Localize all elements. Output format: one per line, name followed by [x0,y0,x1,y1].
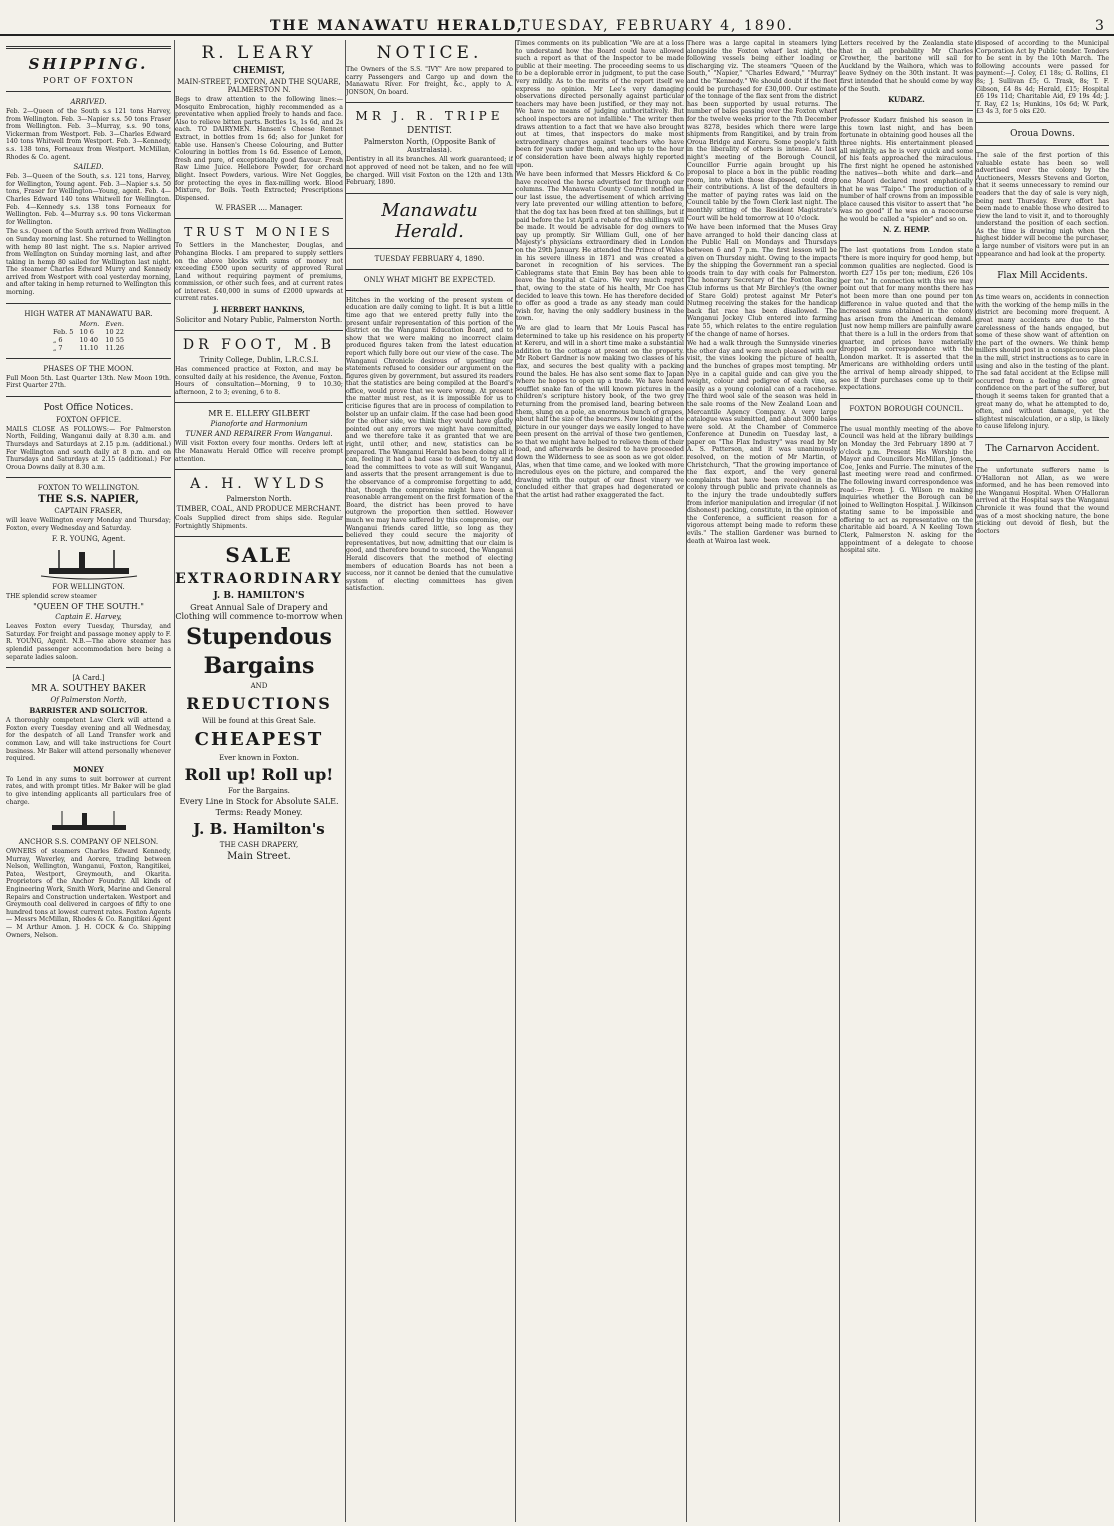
baker-text: A thoroughly competent Law Clerk will attend a Foxton every Tuesday evening and all Wednesday, for the despatch of all Land Transfer work and common Law, and will take instructions for Court business. Mr Baker will attend personally whenever required. [6,717,171,763]
article-7a: disposed of according to the Municipal Corporation Act by Public tender. Tenders to be sent in by the 10th March. The following accounts were passed for payment:—J. Coley, £1 18s; G. Rollins, £1 8s; J. Sullivan £5; G. Trask, 8s; T. F. Gibson, £4 8s 4d; Herald, £15; Hospital £6 19s 11d; Charitable Aid, £9 19s 4d; J. T. Ray, £2 1s; Hunkins, 10s 6d; W. Park, £3 4s 3, for 5 oks £20. [976,40,1109,116]
gilbert-text: Will visit Foxton every four months. Orders left at the Manawatu Herald Office will receive prompt attention. [175,440,343,463]
ftw-title: FOXTON TO WELLINGTON. [37,484,140,493]
oroua-title: Oroua Downs. [1010,128,1075,139]
bargains-word: Bargains [203,653,315,680]
column-4 [515,40,684,1522]
card-label: [A Card.] [72,674,105,683]
flax-title: Flax Mill Accidents. [997,271,1088,282]
foot-name: DR FOOT, M.B [182,337,336,354]
queen-body: Leaves Foxton every Tuesday, Thursday, and Saturday. For freight and passage money apply to F. R. YOUNG, Agent. N.B.—The above steamer has splendid passenger accommodation here being a separate ladies saloon. [6,623,171,661]
roll-up-text: Roll up! Roll up! [184,765,334,785]
carnarvon-title: The Carnarvon Accident. [985,443,1100,454]
columns [6,40,1108,1522]
tide-row: „ 6 10 40 10 55 [53,335,124,344]
cash-drapery: THE CASH DRAPERY, [219,841,299,850]
paper-date: TUESDAY FEBRUARY 4, 1890. [374,254,485,263]
extraordinary-word: EXTRAORDINARY [175,571,343,588]
hamiltons-name: J. B. Hamilton's [193,820,325,839]
shipping-notes: The s.s. Queen of the South arrived from Wellington on Sunday morning last. She returned to Wellington with hemp 80 last night. The s.s. Napier arrived from Wellington on Sunday morning last, and after taking in hemp 80 sailed for Wellington last night. The steamer Charles Edward Murry and Kennedy arrived from Westport with coal yesterday morning, and after taking in hemp returned to Wellington this morning. [6,228,171,297]
post-sub: FOXTON OFFICE. [55,415,122,424]
leary-addr: MAIN-STREET, FOXTON, AND THE SQUARE, PALMERSTON N. [177,78,341,94]
main-street: Main Street. [227,851,291,863]
tripe-role: DENTIST. [407,126,452,137]
leary-name: R. LEARY [201,43,317,63]
queen-captain: Captain E. Harvey, [55,613,122,622]
fraser-manager: W. FRASER .... Manager. [215,204,303,213]
moon-title: PHASES OF THE MOON. [43,364,134,373]
queen-name: "QUEEN OF THE SOUTH." [33,602,144,612]
anchor-text: OWNERS of steamers Charles Edward Kennedy, Murray, Waverley, and Aorere, trading between Nelson, Wellington, Wanganui, Foxton, Rangitikei, Patea, Westport, Greymouth, and Okarita. Proprietors of the Anchor Foundry. All kinds of Engineering Work, Smith Work, Marine and General Repairs and Construction undertaken. Westport and Greymouth coal delivered in cargoes of fifty to one hundred tons at lowest current rates. Foxton Agents— Messrs McMillan, Rhodes & Co. Rangitikei Agent— M Arthur Amon. J. H. COCK & Co. Shipping Owners, Nelson. [6,848,171,939]
oroua-text: The sale of the first portion of this valuable estate has been so well advertised over the colony by the Auctioneers, Messrs Stevens and Gorton, that it seems unnecessary to remind our readers that the day of sale is very nigh, being next Thursday. Every effort has been made to enable those who desired to view the land to visit it, and to thoroughly understand the position of each section. As the time is drawing nigh when the highest bidder will become the purchaser, a large number of visitors were put in an appearance and had look at the property. [976,151,1109,258]
napier-agent: F. R. YOUNG, Agent. [51,534,126,543]
steamship-icon [39,546,139,580]
article-5b: We have been informed that the Muses Gray have arranged to hold their dancing class at the Public Hall on Mondays and Thursdays between 6 and 7 p.m. The first lesson will be given on Thursday night. Owing to the impacts by the shipping the Government ran a special goods train to day with coals for Palmerston. The honorary Secretary of the Foxton Racing Club informs us that Mr Birchley's (the owner of Stare Gold) protest against Mr Peter's Nutmeg receiving the stakes for the handicap back flat race has been disallowed. The Wanganui Jockey Club entered into farming rate 55, which relates to the entire regulation of the change of name of horses. [687,224,837,338]
masthead-date: TUESDAY, FEBRUARY 4, 1890. [520,18,794,34]
tide-row: „ 7 11.10 11.26 [53,343,124,352]
queen-text: THE splendid screw steamer [6,592,97,600]
ever-text: Ever known in Foxton. [219,754,299,763]
cheapest-word: CHEAPEST [194,729,324,751]
money-title: MONEY [73,764,104,774]
baker-of: Of Palmerston North, [50,696,127,705]
kudarz-title: KUDARZ. [888,95,925,105]
every-line: Every Line in Stock for Absolute SALE. [179,797,339,807]
baker-name: MR A. SOUTHEY BAKER [31,684,146,695]
gilbert-name: MR E. ELLERY GILBERT [208,409,310,419]
wylds-text: Coals Supplied direct from ships side. Regular Fortnightly Shipments. [175,515,343,530]
anchor-title: ANCHOR S.S. COMPANY OF NELSON. [18,838,159,847]
reductions-word: REDUCTIONS [186,694,332,714]
masthead [0,6,1114,36]
hankins-name: J. HERBERT HANKINS, [213,305,305,315]
foot-text: Has commenced practice at Foxton, and may be consulted daily at his residence, the Avenue, Foxton. Hours of consultation—Morning, 9 to 10.30; afternoon, 2 to 3; evening, 6 to 8. [175,366,343,396]
hemp-text: The last quotations from London state "there is more inquiry for good hemp, but common qualities are neglected. Good is worth £27 15s per ton; medium, £26 10s per ton." In connection with this we may point out that for many months there has not been more than one pound per ton difference in value quoted and that the increased sums obtained in the colony has arisen from the American demand. Just now hemp millers are painfully aware that there is a lull in the orders from that quarter, and prices have materially dropped in correspondence with the London market. It is asserted that the Americans are withholding orders until the arrival of hemp already shipped, to see if their purchases come up to their expectations. [840,247,973,392]
shipping-title: SHIPPING. [28,55,149,73]
article-6a: Letters received by the Zealandia state that in all probability Mr Charles Crowther, the baritone will sail for Auckland by the Waihora, which was to leave Sydney on the 30th instant. It was first intended that he should come by way of the South. [840,40,973,93]
masthead-title: THE MANAWATU HERALD, [270,18,524,34]
napier-captain: CAPTAIN FRASER, [54,507,123,516]
tide-table: Morn. Even. Feb. 5 10 6 10 22 „ 6 10 40 10 55 „ 7 11.10 11.26 [50,320,127,352]
wylds-name: A. H. WYLDS [190,476,328,493]
paper-name: Manawatu Herald. [381,199,478,242]
column-2 [174,40,343,1522]
terms-text: Terms: Ready Money. [215,808,303,818]
tide-row: Feb. 5 10 6 10 22 [53,327,124,336]
foot-college: Trinity College, Dublin, L.R.C.S.I. [199,356,319,365]
editorial-text: Hitches in the working of the present system of education are daily coming to light. It is but a little time ago that we entered pretty fully into the present unfair representation of this portion of the district on the Wanganui Education Board, and to show that we were making no incorrect claim produced figures taken from the latest education report which fully bore out our view of the case. The Wanganui Chronicle desirous of upsetting our statements refused to consider our argument on the figures given by government, but assured its readers that the statistics are being compiled at the Board's office, would prove that we were wrong. At present the matter must rest, as it is impossible for us to criticise figures that are in process of compilation to bolster up an unfair claim. If the case had been good for the other side, we think they would have gladly pointed out any errors we might have committed, and we therefore take it as granted that we are right, until other, and new, statistics can be prepared. The Wanganui Herald has been doing all it can, feeling it had a bad case to defend, to try and lead the committees to vote as will suit Wanganui, and asserts that the present arrangement is due to the observance of a compromise forgetting to add, that, though the compromise might have been a reasonable arrangement on the first formation of the Board, the district has been proved to have outgrown the proportion then settled. However much we may have suffered by this compromise, our Wanganui friends cared little, so long as they believed they could secure the majority of representatives, but now, admitting that our claim is good, and therefore bound to succeed, the Wanganui Herald discovers that the method of electing members of education Boards has not been a success, nor it cannot be denied that the cumulative system of electing committees has given satisfaction. [346,296,513,593]
article-4c: We are glad to learn that Mr Louis Pascal has determined to take up his residence on his property at Kereru, and will in a short time make a substantial addition to the cottage at present on the property. Mr Robert Gardner is now making two classes of his flax, and secures the best quality with a packing round the bales. He has also sent some flax to Japan where he hopes to open up a trade. We have heard soufflet snake fan of the will known pictures in the children's scripture history book, of the two grey returning from the promised land, bearing between them, slung on a pole, an enormous bunch of grapes, about half the size of the bearers. Now looking at the picture in our younger days we easily longed to have been present on the arrival of those two gentlemen, so that we might have helped to relieve them of their load, and afterwards be desired to have proceeded down the Wilderness to see as soon as we got older. Alas, when that time came, and we looked with more incredulous eyes on the picture, and compared the drawing with the output of our finest vinery we concluded either that grapes had degenerated or that the artist had rather exaggerated the fact. [516,324,684,500]
and-word: AND [250,682,268,691]
trust-text: To Settlers in the Manchester, Douglas, and Pohangina Blocks. I am prepared to supply settlers on the above blocks with sums of money not exceeding £500 upon security of approved Rural Land without requiring payment of premiums, commission, or other such fees, and at current rates of interest. £40,000 in sums of £2000 upwards at current rates. [175,242,343,303]
arrived-heading: ARRIVED. [70,98,107,106]
hamilton-name: J. B. HAMILTON'S [213,591,305,602]
sailed-heading: SAILED. [73,163,104,172]
baker-role: BARRISTER AND SOLICITOR. [29,706,148,716]
post-text: MAILS CLOSE AS FOLLOWS:— For Palmerston North, Feilding, Wanganui daily at 8.30 a.m. and Thursdays and Saturdays at 2.15 p.m. (additional.) For Wellington and south daily at 8 p.m. and on Thursdays and Saturdays at 2.15 (additional.) For Oroua Downs daily at 8.30 a.m. [6,425,171,471]
article-5c: We had a walk through the Sunnyside vineries the other day and were much pleased with our visit, the vines looking the picture of health, and the bunches of grapes most tempting. Mr Nye in a capital guide and can give you the weight, colour and pedigree of each vine, as easily as a young colonial can of a racehorse. The third wool sale of the season was held in the sale rooms of the New Zealand Loan and Mercantile Agency Company. A very large catalogue was submitted, and about 3000 bales were sold. At the Chamber of Commerce Conference at Dunedin on Tuesday last, a paper on "The Flax Industry" was read by Mr A. S. Patterson, and it was unanimously resolved, on the motion of Mr Martin, of Christchurch, "That the growing importance of the flax export, and the very general complaints that have been received in the colony through public and private channels as to the injury the trade undoubtedly suffers from inferior manipulation and irregular (if not dishonest) packing, constitute, in the opinion of the Conference, a sufficient reason for a vigorous attempt being made to reform these evils." The stallion Gardener was burned to death at Wairoa last week. [687,340,837,545]
tripe-name: MR J. R. TRIPE [355,109,504,124]
column-6 [839,40,973,1522]
tripe-addr: Palmerston North, (Opposite Bank of Australasia). [363,138,496,155]
hemp-title: N. Z. HEMP. [883,225,930,235]
column-3 [345,40,513,1522]
kudarz-text: Professor Kudarz finished his season in this town last night, and has been fortunate in obtaining good houses all the three nights. His entertainment pleased all mightily, as he is very quick and some of his feats approached the miraculous. The first night he opened he astonished the natives—both white and dark—and one Maori declared most emphatically that he was "Taipo." The production of a number of half crowns from an impossible place caused this visitor to assert that "he was no good" if he was on a racecourse he would be called a "spieler" and so on. [840,117,973,223]
article-4b: We have been informed that Messrs Hickford & Co have received the horse advertised for through our columns. The Manawatu County Council notified in our last issue, the advertisement of which arriving very late prevented our willing attention to before, that the dog tax has been fixed at ten shillings, but if paid before the 1st April a rebate of five shillings will be made. It would be advisable for dog owners to pay up promptly. Sir William Gull, one of her Majesty's physicians extraordinary died in London on the 29th January. He attended the Prince of Wales in his severe illness in 1871 and was created a baronet in recognition of his services. The Cablegrams state that Emin Bey has been able to leave the hospital at Cairo. We very much regret that, owing to the state of his health, Mr Coe has decided to leave this town. He has therefore decided to offer as good a trade as any steady man could wish for, having the only saddlery business in the town. [516,171,684,323]
editorial-title: ONLY WHAT MIGHT BE EXPECTED. [363,275,496,284]
napier-text: will leave Wellington every Monday and Thursday; Foxton, every Wednesday and Saturday. [6,517,171,532]
anchor-ship-icon [44,809,134,835]
flax-text: As time wears on, accidents in connection with the working of the hemp mills in the district are becoming more frequent. A great many accidents are due to the carelessness of the hands engaged, but some of these show want of attention on the part of the owners. We think hemp millers should post in a conspicuous place in the mill, strict instructions as to care in using and also in the testing of the plant. The sad fatal accident at the Eclipse mill occurred from a feeling of too great confidence on the part of the sufferer, but though it seems taken for granted that a great many do, what he attempted to do, often, and without damage, yet the slightest miscalculation, or a slip, is likely to cause lifelong injury. [976,294,1109,431]
page-number: 3 [1095,18,1105,34]
hankins-text: Solicitor and Notary Public, Palmerston North. [175,316,343,325]
sale-word: SALE [225,543,293,568]
gilbert-role: Pianoforte and Harmonium [210,420,308,429]
wylds-place: Palmerston North. [226,495,292,504]
stupendous-word: Stupendous [186,624,332,651]
tripe-text: Dentistry in all its branches. All work guaranteed; if not approved of need not be taken, and no fee will be charged. Will visit Foxton on the 12th and 13th February, 1890. [346,156,513,187]
for-bargains: For the Bargains. [228,787,290,796]
found-text: Will be found at this Great Sale. [202,717,316,726]
council-text: The usual monthly meeting of the above Council was held at the library buildings on Monday the 3rd February 1890 at 7 o'clock p.m. Present His Worship the Mayor and Councillors McMillan, Jonson, Coe, Jenks and Furrie. The minutes of the last meeting were read and confirmed. The following inward correspondence was read:— From J. G. Wilson re making inquiries whether the Borough can be joined to Wellington Hospital. J. Wilkinson stating same to be impossible and offering to act as representative on the charitable aid board. A N Keeling Town Clerk, Palmerston N. asking for the appointment of a delegate to choose hospital site. [840,425,973,555]
post-title: Post Office Notices. [43,402,134,413]
column-7 [975,40,1109,1522]
arrived-text: Feb. 2—Queen of the South s.s 121 tons Harvey, from Wellington. Feb. 3—Napier s.s. 50 tons Fraser from Wellington. Feb. 3—Murray, s.s. 90 tons, Vickerman from Westport. Feb. 3—Charles Edward 140 tons Whitwell from Westport. Feb. 3—Kennedy, s.s. 138 tons, Forneaux from Westport. McMillan, Rhodes & Co. agent. [6,108,171,161]
hamilton-text: Great Annual Sale of Drapery and Clothing will commence to-morrow when [175,603,343,622]
carnarvon-text: The unfortunate sufferers name is O'Halloran not Allan, as we were informed, and he has been removed into the Wanganui Hospital. When O'Halloran arrived at the Hospital says the Wanganui Chronicle it was found that the wound was of a most shocking nature, the bone sticking out devoid of flesh, but the doctors [976,466,1109,535]
napier-title: THE S.S. NAPIER, [38,494,139,506]
sailed-text: Feb. 3—Queen of the South, s.s. 121 tons, Harvey, for Wellington, Young agent. Feb. 3—Napier s.s. 50 tons, Fraser for Wellington—Young, agent. Feb. 4—Charles Edward 140 tons Whitwell for Wellington. Feb. 4—Kennedy s.s. 138 tons Forneaux for Wellington. Feb. 4—Murray s.s. 90 tons Vickerman for Wellington. [6,173,171,226]
moon-text: Full Moon 5th. Last Quarter 13th. New Moon 19th. First Quarter 27th. [6,374,171,390]
leary-role: CHEMIST, [232,66,286,76]
column-5 [686,40,837,1522]
article-4a: Times comments on its publication "We are at a loss to understand how the Board could have allowed such a report as that of the Inspector to be made public at their meeting. The proceeding seems to us to be a deplorable error in judgment, to put the case very mildly. As to the merits of the report itself we express no opinion. Mr Lee's very damaging observations directed personally against particular teachers may have been justified, or they may not. We have no means of judging authoritatively. But school inspectors are not infallible." The writer then draws attention to a fact that we have also brought out at times, that inspectors do make most extraordinary charges against teachers who have been for years under them, and who up to the hour of consideration have been always highly reported upon. [516,40,684,169]
article-5a: There was a large capital in steamers lying alongside the Foxton wharf last night, the following vessels being either loading or discharging viz. The steamers "Queen of the South," "Napier," "Charles Edward," "Murray" and the "Kennedy." We should doubt if the fleet could be purchased for £30,000. Our estimate of the tonnage of the flax sent from the district has been supported by usual returns. The number of bales passing over the Foxton wharf for the twelve weeks prior to the 7th December was 8278, besides which there were large shipments from Rangitikei, and by train from Oroua Bridge and Kereru. Some people's faith in the liberality of others is intense. At last night's meeting of the Borough Council, Councillor Furrie again brought up his proposal to place a box in the public reading room, into which those disposed, could drop their contributions. A list of the defaulters in the matter of paying rates was laid on the Council table by the Town Clerk last night. The monthly sitting of the Resident Magistrate's Court will be held tomorrow at 10 o'clock. [687,40,837,222]
notice-title: NOTICE. [376,43,483,63]
wylds-role: TIMBER, COAL, AND PRODUCE MERCHANT. [176,505,342,514]
leary-text: Begs to draw attention to the following lines:— Mosquito Embrocation, highly recommended as a preventative when applied freely to hands and face. Also to relieve bitten parts. Bottles 1s, 1s 6d, and 2s each. TO DAIRYMEN. Hansen's Cheese Rennet Extract, in bottles from 1s 6d; also for Junket for table use. Hansen's Cheese Colouring, and Butter Colouring in bottles from 1s 6d. Essence of Lemon, fresh and pure, of exceptionally good flavour. Fresh Raw Lime Juice. Hellebore Powder, for orchard blight. Insect Powders, various. Wire Net Goggles, for protecting the eyes in flax-milling work. Blood Mixture, for Boils. Teeth Extracted; Prescriptions Dispensed. [175,96,343,202]
column-1 [6,40,171,1522]
money-text: To Lend in any sums to suit borrower at current rates, and with prompt titles. Mr Baker will be glad to give intending applicants all particulars free of charge. [6,775,171,806]
forw-title: FOR WELLINGTON. [52,582,125,591]
trust-title: TRUST MONIES [184,225,334,240]
gilbert-sub: TUNER AND REPAIRER From Wanganui. [185,430,333,439]
tide-title: HIGH WATER AT MANAWATU BAR. [24,309,153,318]
council-title: FOXTON BOROUGH COUNCIL. [849,404,964,413]
port-title: PORT OF FOXTON [43,76,134,85]
notice-text: The Owners of the S.S. "IVY" Are now prepared to carry Passengers and Cargo up and down the Manawatu River. For freight, &c., apply to A. JONSON, On board. [346,66,513,96]
